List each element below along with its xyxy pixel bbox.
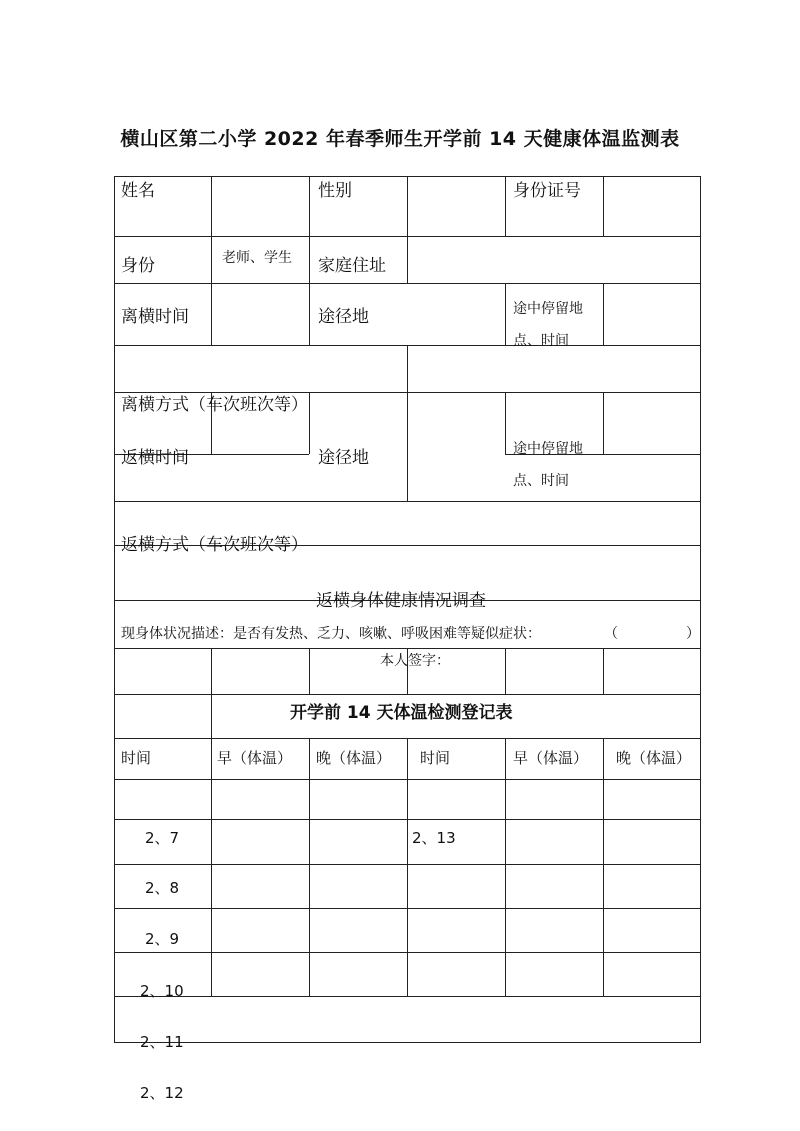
date-cell: 2、13 bbox=[412, 829, 456, 847]
temp-log-heading: 开学前 14 天体温检测登记表 bbox=[290, 703, 513, 723]
table-border-right bbox=[700, 176, 701, 1043]
col-line bbox=[309, 648, 310, 694]
col-line bbox=[505, 738, 506, 996]
role-options: 老师、学生 bbox=[222, 250, 292, 266]
address-label: 家庭住址 bbox=[318, 256, 386, 276]
name-label: 姓名 bbox=[121, 181, 155, 201]
col-line bbox=[407, 236, 408, 283]
col-header-morning: 早（体温） bbox=[217, 749, 293, 767]
role-label: 身份 bbox=[121, 256, 155, 276]
gender-label: 性别 bbox=[318, 181, 352, 201]
col-header-time-2: 时间 bbox=[420, 749, 451, 767]
return-stopover-line2: 点、时间 bbox=[513, 473, 569, 489]
col-line bbox=[603, 648, 604, 694]
row-line bbox=[114, 501, 701, 502]
id-number-label: 身份证号 bbox=[513, 181, 581, 201]
stopover-label-line1: 途中停留地 bbox=[513, 301, 583, 317]
destination-label: 途径地 bbox=[318, 307, 369, 327]
date-cell: 2、7 bbox=[145, 829, 180, 847]
col-line bbox=[407, 392, 408, 501]
survey-paren-open: （ bbox=[604, 626, 618, 642]
return-mode-label: 返横方式（车次班次等） bbox=[121, 535, 308, 555]
col-line bbox=[407, 176, 408, 236]
col-line bbox=[211, 176, 212, 236]
date-cell: 2、9 bbox=[145, 930, 180, 948]
col-line bbox=[603, 176, 604, 236]
col-line bbox=[309, 392, 310, 454]
col-line bbox=[505, 648, 506, 694]
signature-label: 本人签字： bbox=[380, 653, 450, 669]
col-line bbox=[505, 176, 506, 236]
depart-time-label: 离横时间 bbox=[121, 307, 189, 327]
date-cell: 2、11 bbox=[140, 1033, 184, 1051]
table-border-left bbox=[114, 176, 115, 1043]
col-line bbox=[309, 176, 310, 236]
stopover-label-line2: 点、时间 bbox=[513, 333, 569, 349]
row-line bbox=[114, 283, 701, 284]
row-line bbox=[114, 694, 701, 695]
col-header-evening: 晚（体温） bbox=[316, 749, 392, 767]
date-cell: 2、12 bbox=[140, 1084, 184, 1102]
return-time-label: 返横时间 bbox=[121, 448, 189, 468]
date-cell: 2、8 bbox=[145, 879, 180, 897]
col-line bbox=[505, 283, 506, 345]
survey-heading: 返横身体健康情况调查 bbox=[316, 591, 486, 611]
col-line bbox=[211, 648, 212, 694]
col-line bbox=[211, 694, 212, 996]
col-line bbox=[603, 738, 604, 996]
col-line bbox=[603, 283, 604, 345]
col-header-time: 时间 bbox=[121, 749, 152, 767]
col-header-evening-2: 晚（体温） bbox=[616, 749, 692, 767]
return-destination-label: 途径地 bbox=[318, 448, 369, 468]
col-line bbox=[603, 392, 604, 454]
table-bottom-border bbox=[114, 1042, 701, 1043]
col-line bbox=[407, 738, 408, 996]
col-line bbox=[309, 236, 310, 345]
survey-question: 现身体状况描述：是否有发热、乏力、咳嗽、呼吸困难等疑似症状： bbox=[121, 626, 541, 642]
survey-paren-close: ） bbox=[686, 626, 700, 642]
col-line bbox=[309, 738, 310, 996]
return-stopover-line1: 途中停留地 bbox=[513, 441, 583, 457]
col-line bbox=[505, 392, 506, 454]
page-title: 横山区第二小学 2022 年春季师生开学前 14 天健康体温监测表 bbox=[120, 128, 680, 150]
depart-mode-label: 离横方式（车次班次等） bbox=[121, 395, 308, 415]
row-line bbox=[114, 996, 701, 997]
date-cell: 2、10 bbox=[140, 982, 184, 1000]
col-header-morning-2: 早（体温） bbox=[513, 749, 589, 767]
col-line bbox=[407, 345, 408, 392]
col-line bbox=[211, 236, 212, 345]
